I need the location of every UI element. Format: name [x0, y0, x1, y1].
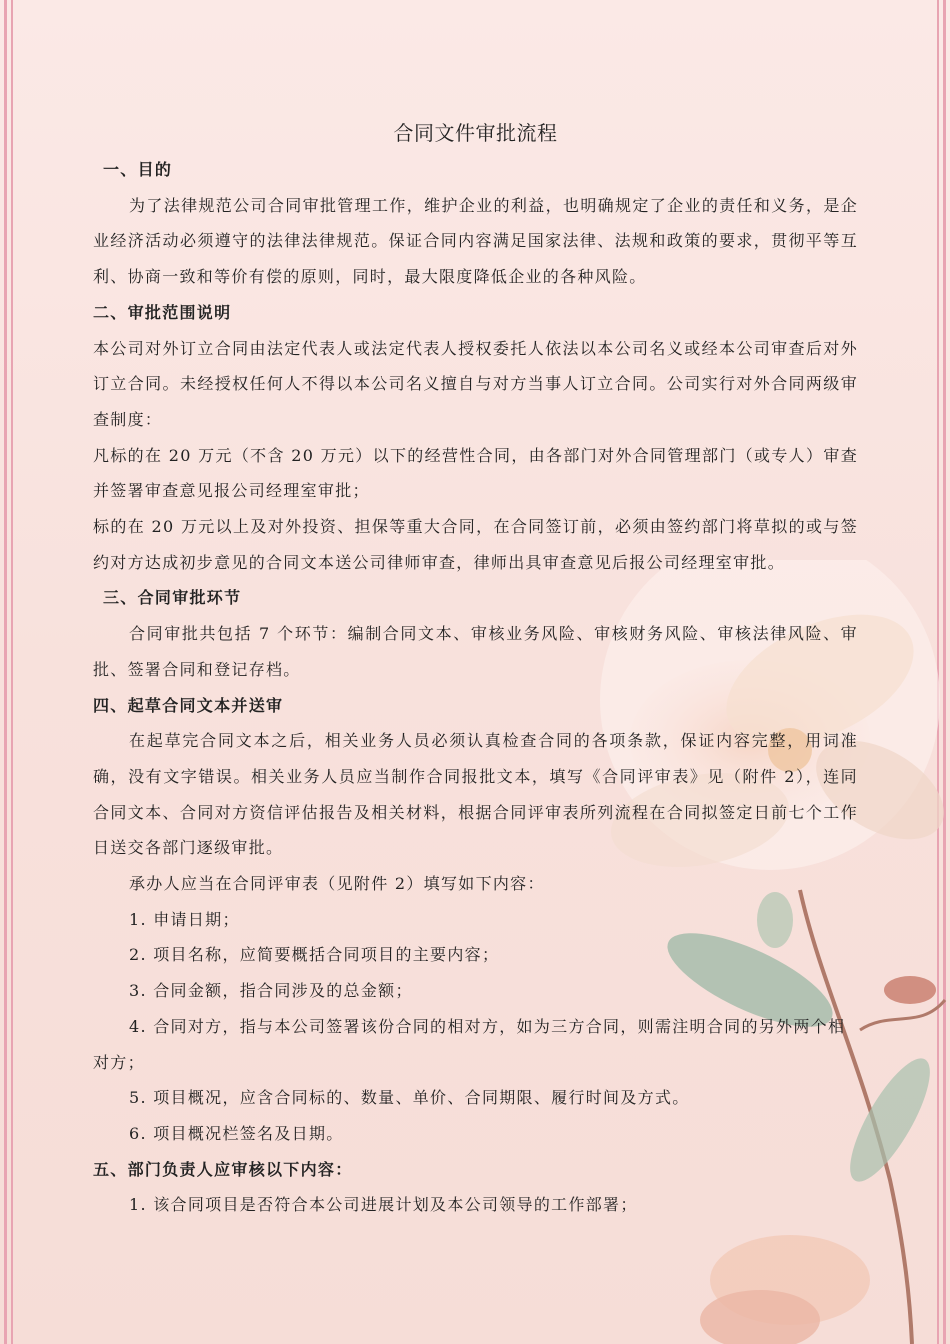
list-item: 3. 合同金额，指合同涉及的总金额；	[129, 981, 413, 1001]
section-5-heading: 五、部门负责人应审核以下内容：	[93, 1159, 353, 1179]
left-decorative-border	[2, 0, 18, 1344]
document-body	[93, 118, 858, 1223]
section-1-heading: 一、目的	[103, 160, 173, 179]
list-item: 1. 该合同项目是否符合本公司进展计划及本公司领导的工作部署；	[129, 1195, 638, 1215]
list-item: 1. 申请日期；	[129, 909, 240, 929]
list-item: 2. 项目名称，应简要概括合同项目的主要内容；	[129, 945, 500, 965]
document-title: 合同文件审批流程	[393, 121, 558, 145]
section-3-paragraph: 合同审批共包括 7 个环节：编制合同文本、审核业务风险、审核财务风险、审核法律风险、审批、签署合同和登记存档。	[93, 624, 858, 679]
section-4-paragraph-1: 在起草完合同文本之后，相关业务人员必须认真检查合同的各项条款，保证内容完整，用词准确，没有文字错误。相关业务人员应当制作合同报批文本，填写《合同评审表》见（附件 2），连同合同文本、合同对方资信评估报告及相关材料，根据合同评审表所列流程在合同拟签定日前七个工作日送交各部门逐级审批。	[93, 731, 858, 858]
list-item: 4. 合同对方，指与本公司签署该份合同的相对方，如为三方合同，则需注明合同的另外两个相对方；	[93, 1016, 846, 1072]
section-2-paragraph-3: 标的在 20 万元以上及对外投资、担保等重大合同，在合同签订前，必须由签约部门将草拟的或与签约对方达成初步意见的合同文本送公司律师审查，律师出具审查意见后报公司经理室审批。	[93, 517, 858, 572]
section-2-paragraph-2: 凡标的在 20 万元（不含 20 万元）以下的经营性合同，由各部门对外合同管理部门（或专人）审查并签署审查意见报公司经理室审批；	[93, 445, 858, 501]
section-1-paragraph: 为了法律规范公司合同审批管理工作，维护企业的利益，也明确规定了企业的责任和义务，是企业经济活动必须遵守的法律法律规范。保证合同内容满足国家法律、法规和政策的要求，贯彻平等互利、协商一致和等价有偿的原则，同时，最大限度降低企业的各种风险。	[93, 195, 858, 287]
section-3-heading: 三、合同审批环节	[103, 588, 242, 608]
list-item: 6. 项目概况栏签名及日期。	[129, 1123, 344, 1143]
list-item: 5. 项目概况，应含合同标的、数量、单价、合同期限、履行时间及方式。	[129, 1088, 690, 1108]
section-2-paragraph-1: 本公司对外订立合同由法定代表人或法定代表人授权委托人依法以本公司名义或经本公司审查后对外订立合同。未经授权任何人不得以本公司名义擅自与对方当事人订立合同。公司实行对外合同两级审查制度：	[93, 338, 858, 429]
section-4-paragraph-2: 承办人应当在合同评审表（见附件 2）填写如下内容：	[129, 874, 545, 894]
section-4-heading: 四、起草合同文本并送审	[93, 695, 284, 715]
section-2-heading: 二、审批范围说明	[93, 302, 232, 322]
